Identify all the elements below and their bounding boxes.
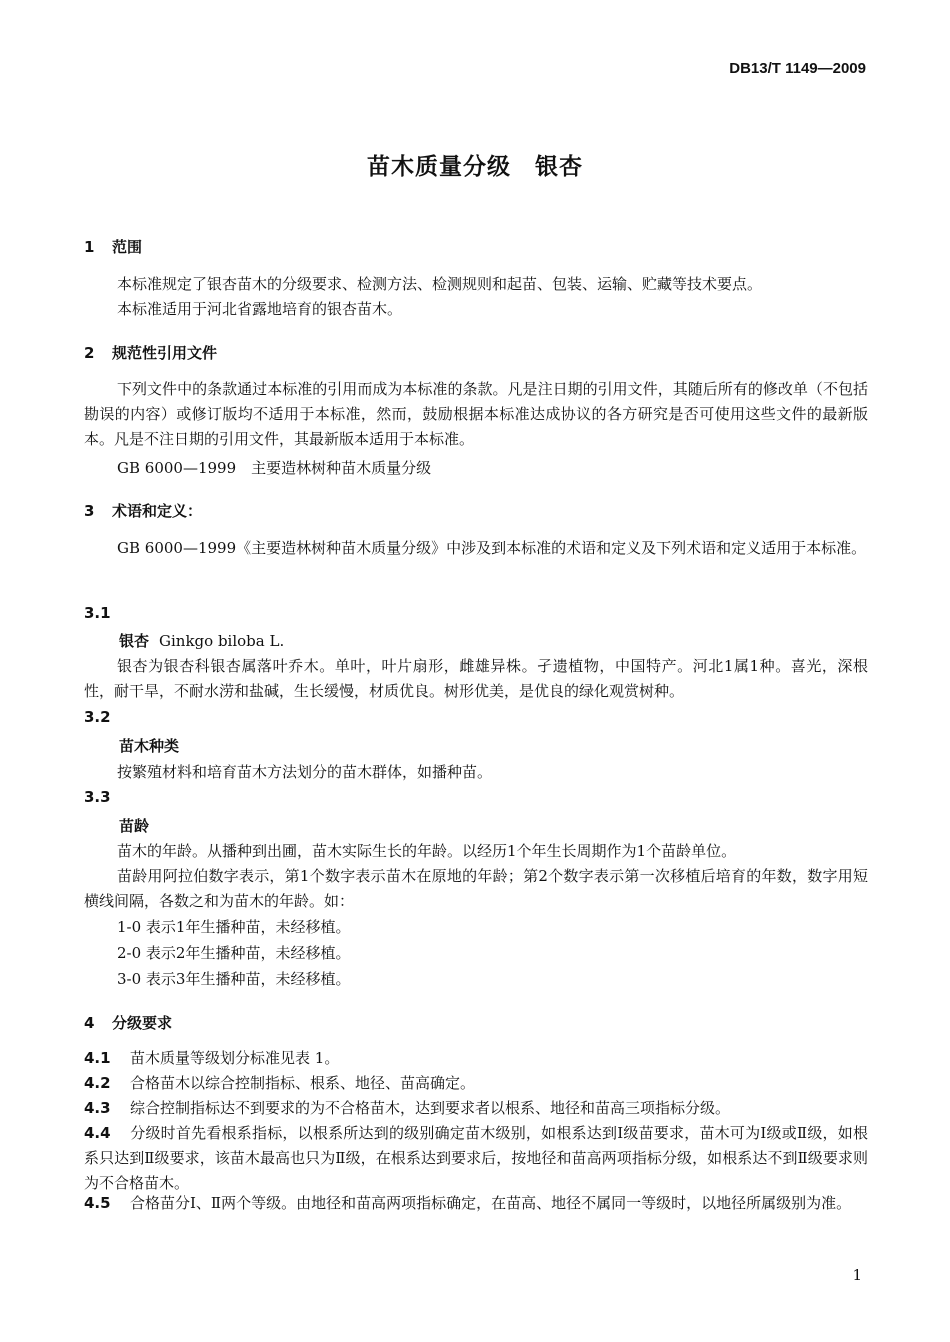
clause-text: 合格苗分Ⅰ、Ⅱ两个等级。由地径和苗高两项指标确定，在苗高、地径不属同一等级时，以地径所属级别为准。 bbox=[130, 1194, 852, 1212]
section-number: 4 bbox=[84, 1014, 95, 1032]
clause bbox=[84, 1096, 868, 1121]
section-title: 术语和定义： bbox=[112, 502, 203, 520]
document-id: DB13/T 1149—2009 bbox=[729, 60, 866, 77]
document-title: 苗木质量分级 银杏 bbox=[367, 154, 583, 180]
term-name: 苗龄 bbox=[119, 817, 150, 835]
section-number: 3 bbox=[84, 502, 95, 520]
clause-number: 4.5 bbox=[84, 1194, 111, 1212]
clause-number: 4.3 bbox=[84, 1099, 111, 1117]
term-definition: 苗木的年龄。从播种到出圃，苗木实际生长的年龄。以经历1个年生长周期作为1个苗龄单位。 bbox=[117, 842, 737, 860]
example-line: 3-0 表示3年生播种苗，未经移植。 bbox=[117, 970, 351, 988]
clause bbox=[84, 1191, 868, 1216]
section-number: 1 bbox=[84, 238, 95, 256]
section-1-heading bbox=[84, 236, 142, 257]
clause-text: 分级时首先看根系指标，以根系所达到的级别确定苗木级别，如根系达到Ⅰ级苗要求，苗木可为Ⅰ级或Ⅱ级，如根系只达到Ⅱ级要求，该苗木最高也只为Ⅱ级，在根系达到要求后，按地径和苗高两项指标分级，如根系达不到Ⅱ级要求则为不合格苗木。 bbox=[84, 1124, 868, 1192]
term-definition: 银杏为银杏科银杏属落叶乔木。单叶，叶片扇形，雌雄异株。孑遗植物，中国特产。河北1属1种。喜光，深根性，耐干旱，不耐水涝和盐碱，生长缓慢，材质优良。树形优美，是优良的绿化观赏树种。 bbox=[84, 657, 868, 700]
paragraph: GB 6000—1999《主要造林树种苗木质量分级》中涉及到本标准的术语和定义及下列术语和定义适用于本标准。 bbox=[117, 539, 867, 557]
reference-item: GB 6000—1999 主要造林树种苗木质量分级 bbox=[117, 459, 432, 477]
example-line: 2-0 表示2年生播种苗，未经移植。 bbox=[117, 944, 351, 962]
subsection-number: 3.2 bbox=[84, 708, 111, 726]
clause-text: 苗木质量等级划分标准见表 1。 bbox=[130, 1049, 340, 1067]
term-definition: 苗龄用阿拉伯数字表示，第1个数字表示苗木在原地的年龄；第2个数字表示第一次移植后培育的年数，数字用短横线间隔，各数之和为苗木的年龄。如： bbox=[84, 867, 868, 910]
section-title: 分级要求 bbox=[112, 1014, 173, 1032]
subsection-number: 3.3 bbox=[84, 788, 111, 806]
clause-number: 4.4 bbox=[84, 1124, 111, 1142]
clause-number: 4.2 bbox=[84, 1074, 111, 1092]
term-latin-name: Ginkgo biloba L. bbox=[159, 632, 285, 650]
clause-number: 4.1 bbox=[84, 1049, 111, 1067]
term-entry bbox=[119, 630, 284, 651]
term-entry bbox=[119, 815, 149, 836]
section-title: 规范性引用文件 bbox=[112, 344, 218, 362]
clause-text: 综合控制指标达不到要求的为不合格苗木，达到要求者以根系、地径和苗高三项指标分级。 bbox=[130, 1099, 731, 1117]
paragraph: 本标准规定了银杏苗木的分级要求、检测方法、检测规则和起苗、包装、运输、贮藏等技术要点。 bbox=[117, 275, 763, 293]
subsection-number: 3.1 bbox=[84, 604, 111, 622]
term-name: 苗木种类 bbox=[119, 737, 180, 755]
section-3-heading bbox=[84, 500, 202, 521]
term-entry bbox=[119, 735, 179, 756]
clause-text: 合格苗木以综合控制指标、根系、地径、苗高确定。 bbox=[130, 1074, 476, 1092]
clause bbox=[84, 1046, 868, 1071]
clause bbox=[84, 1121, 868, 1196]
term-name: 银杏 bbox=[119, 632, 150, 650]
section-number: 2 bbox=[84, 344, 95, 362]
section-4-heading bbox=[84, 1012, 172, 1033]
example-line: 1-0 表示1年生播种苗，未经移植。 bbox=[117, 918, 351, 936]
page-number: 1 bbox=[852, 1266, 862, 1284]
term-definition: 按繁殖材料和培育苗木方法划分的苗木群体，如播种苗。 bbox=[117, 763, 493, 781]
clause bbox=[84, 1071, 868, 1096]
section-title: 范围 bbox=[112, 238, 143, 256]
section-2-heading bbox=[84, 342, 217, 363]
paragraph: 本标准适用于河北省露地培育的银杏苗木。 bbox=[117, 300, 403, 318]
paragraph: 下列文件中的条款通过本标准的引用而成为本标准的条款。凡是注日期的引用文件，其随后所有的修改单（不包括勘误的内容）或修订版均不适用于本标准，然而，鼓励根据本标准达成协议的各方研究是否可使用这些文件的最新版本。凡是不注日期的引用文件，其最新版本适用于本标准。 bbox=[84, 380, 868, 448]
